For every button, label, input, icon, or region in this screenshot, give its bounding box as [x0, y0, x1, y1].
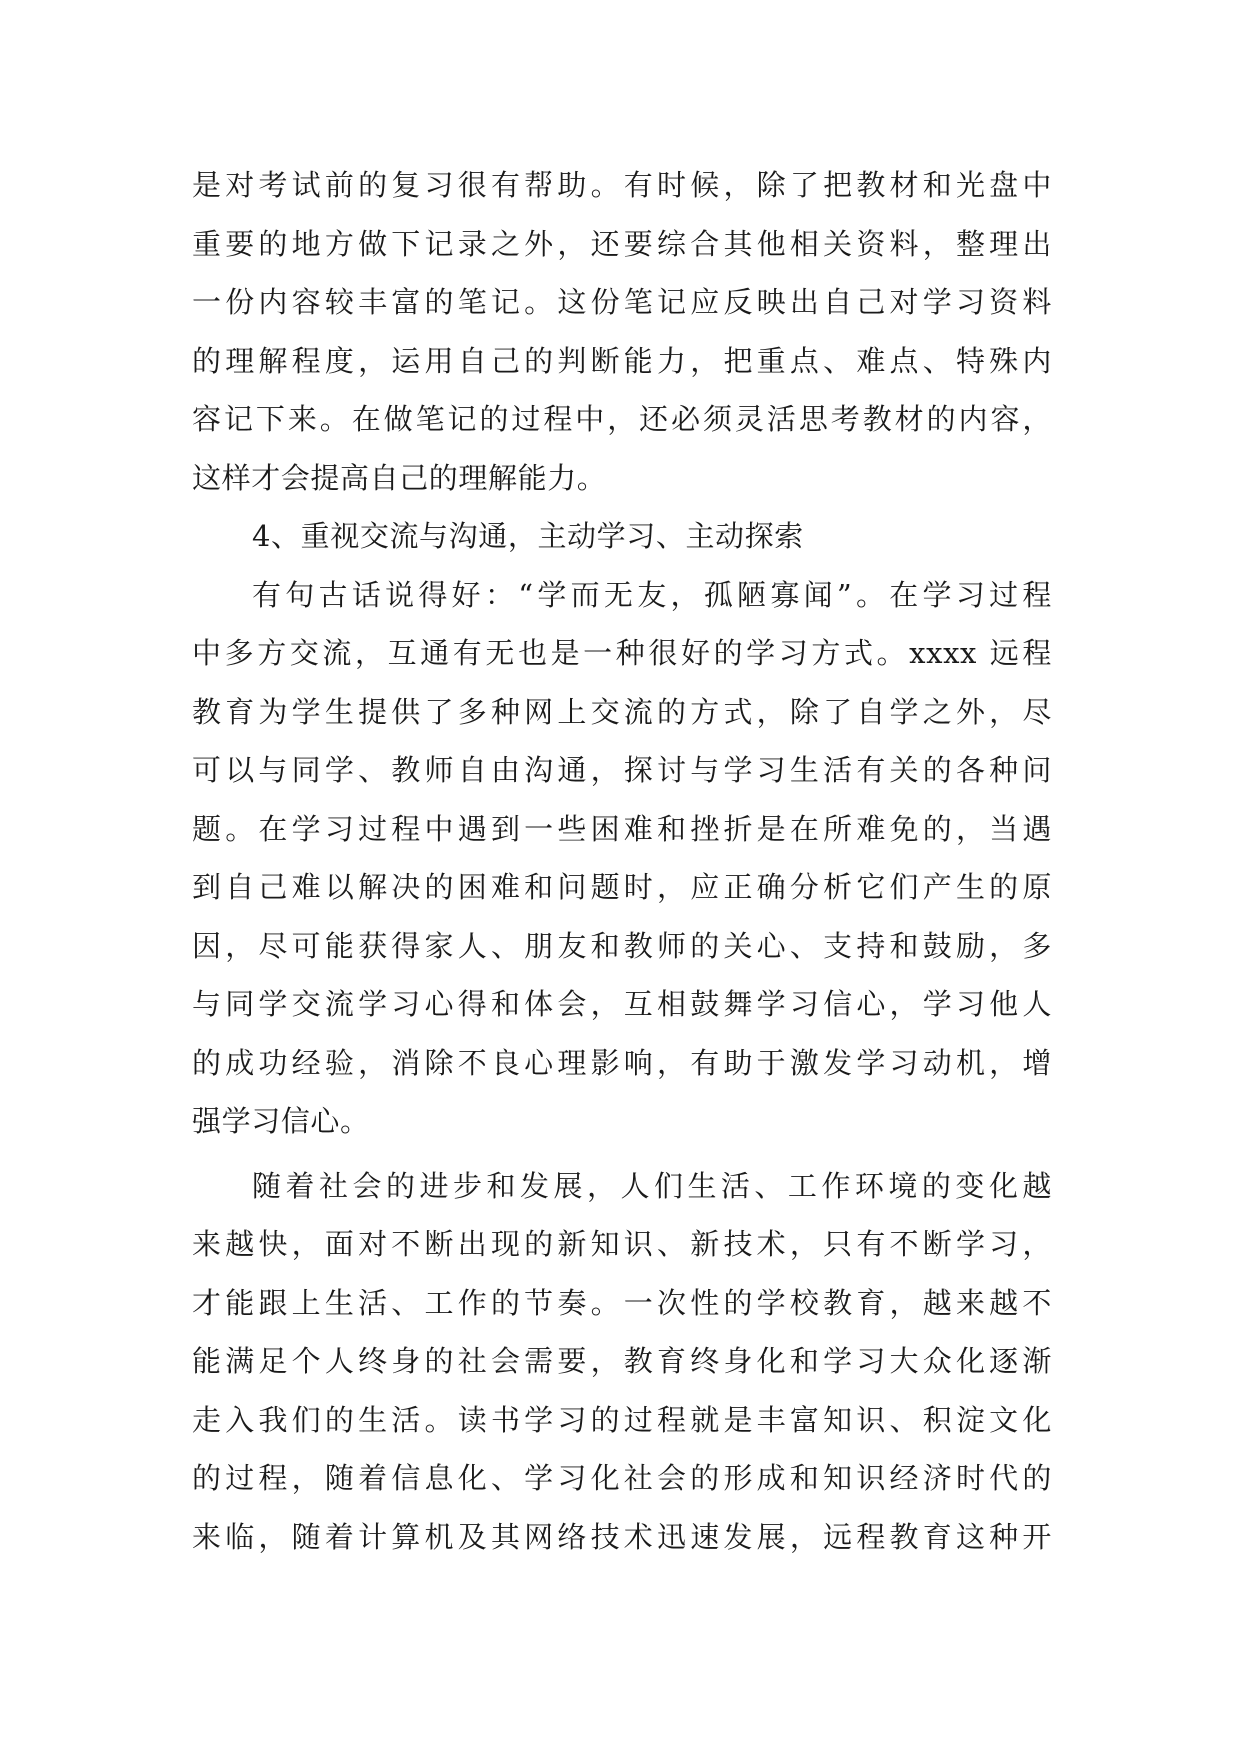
text-line: 与同学交流学习心得和体会，互相鼓舞学习信心，学习他人	[192, 987, 1052, 1021]
text-line: 因，尽可能获得家人、朋友和教师的关心、支持和鼓励，多	[192, 928, 1052, 963]
text-line: 有句古话说得好：“学而无友，孤陋寡闻”。在学习过程	[252, 577, 1052, 612]
text-line: 一份内容较丰富的笔记。这份笔记应反映出自己对学习资料	[192, 285, 1052, 319]
text-line: 中多方交流，互通有无也是一种很好的学习方式。xxxx 远程	[192, 636, 1052, 670]
text-line: 的理解程度，运用自己的判断能力，把重点、难点、特殊内	[192, 343, 1052, 378]
paragraph-communication	[192, 566, 1052, 1151]
text-line: 可以与同学、教师自由沟通，探讨与学习生活有关的各种问	[192, 753, 1052, 787]
text-line: 才能跟上生活、工作的节奏。一次性的学校教育，越来越不	[192, 1285, 1052, 1320]
text-line: 随着社会的进步和发展，人们生活、工作环境的变化越	[252, 1168, 1052, 1203]
text-line: 重要的地方做下记录之外，还要综合其他相关资料，整理出	[192, 226, 1052, 261]
text-line: 这样才会提高自己的理解能力。	[192, 460, 607, 495]
text-line: 题。在学习过程中遇到一些困难和挫折是在所难免的，当遇	[192, 811, 1052, 846]
text-line: 的成功经验，消除不良心理影响，有助于激发学习动机，增	[192, 1045, 1052, 1080]
section-heading-4: 4、重视交流与沟通，主动学习、主动探索	[252, 519, 804, 553]
paragraph-lifelong-learning	[192, 1157, 1052, 1567]
text-line: 到自己难以解决的困难和问题时，应正确分析它们产生的原	[192, 870, 1052, 904]
text-line: 容记下来。在做笔记的过程中，还必须灵活思考教材的内容，	[192, 402, 1052, 436]
text-line: 的过程，随着信息化、学习化社会的形成和知识经济时代的	[192, 1461, 1052, 1495]
paragraph-note-taking	[192, 156, 1052, 507]
text-line: 教育为学生提供了多种网上交流的方式，除了自学之外，尽	[192, 694, 1052, 729]
text-line: 能满足个人终身的社会需要，教育终身化和学习大众化逐渐	[192, 1344, 1052, 1378]
text-line: 来越快，面对不断出现的新知识、新技术，只有不断学习，	[192, 1227, 1052, 1261]
text-line: 是对考试前的复习很有帮助。有时候，除了把教材和光盘中	[192, 168, 1052, 202]
document-body	[192, 156, 1052, 1566]
text-line: 强学习信心。	[192, 1104, 370, 1138]
text-line: 来临，随着计算机及其网络技术迅速发展，远程教育这种开	[192, 1519, 1052, 1554]
text-line: 走入我们的生活。读书学习的过程就是丰富知识、积淀文化	[192, 1402, 1052, 1437]
